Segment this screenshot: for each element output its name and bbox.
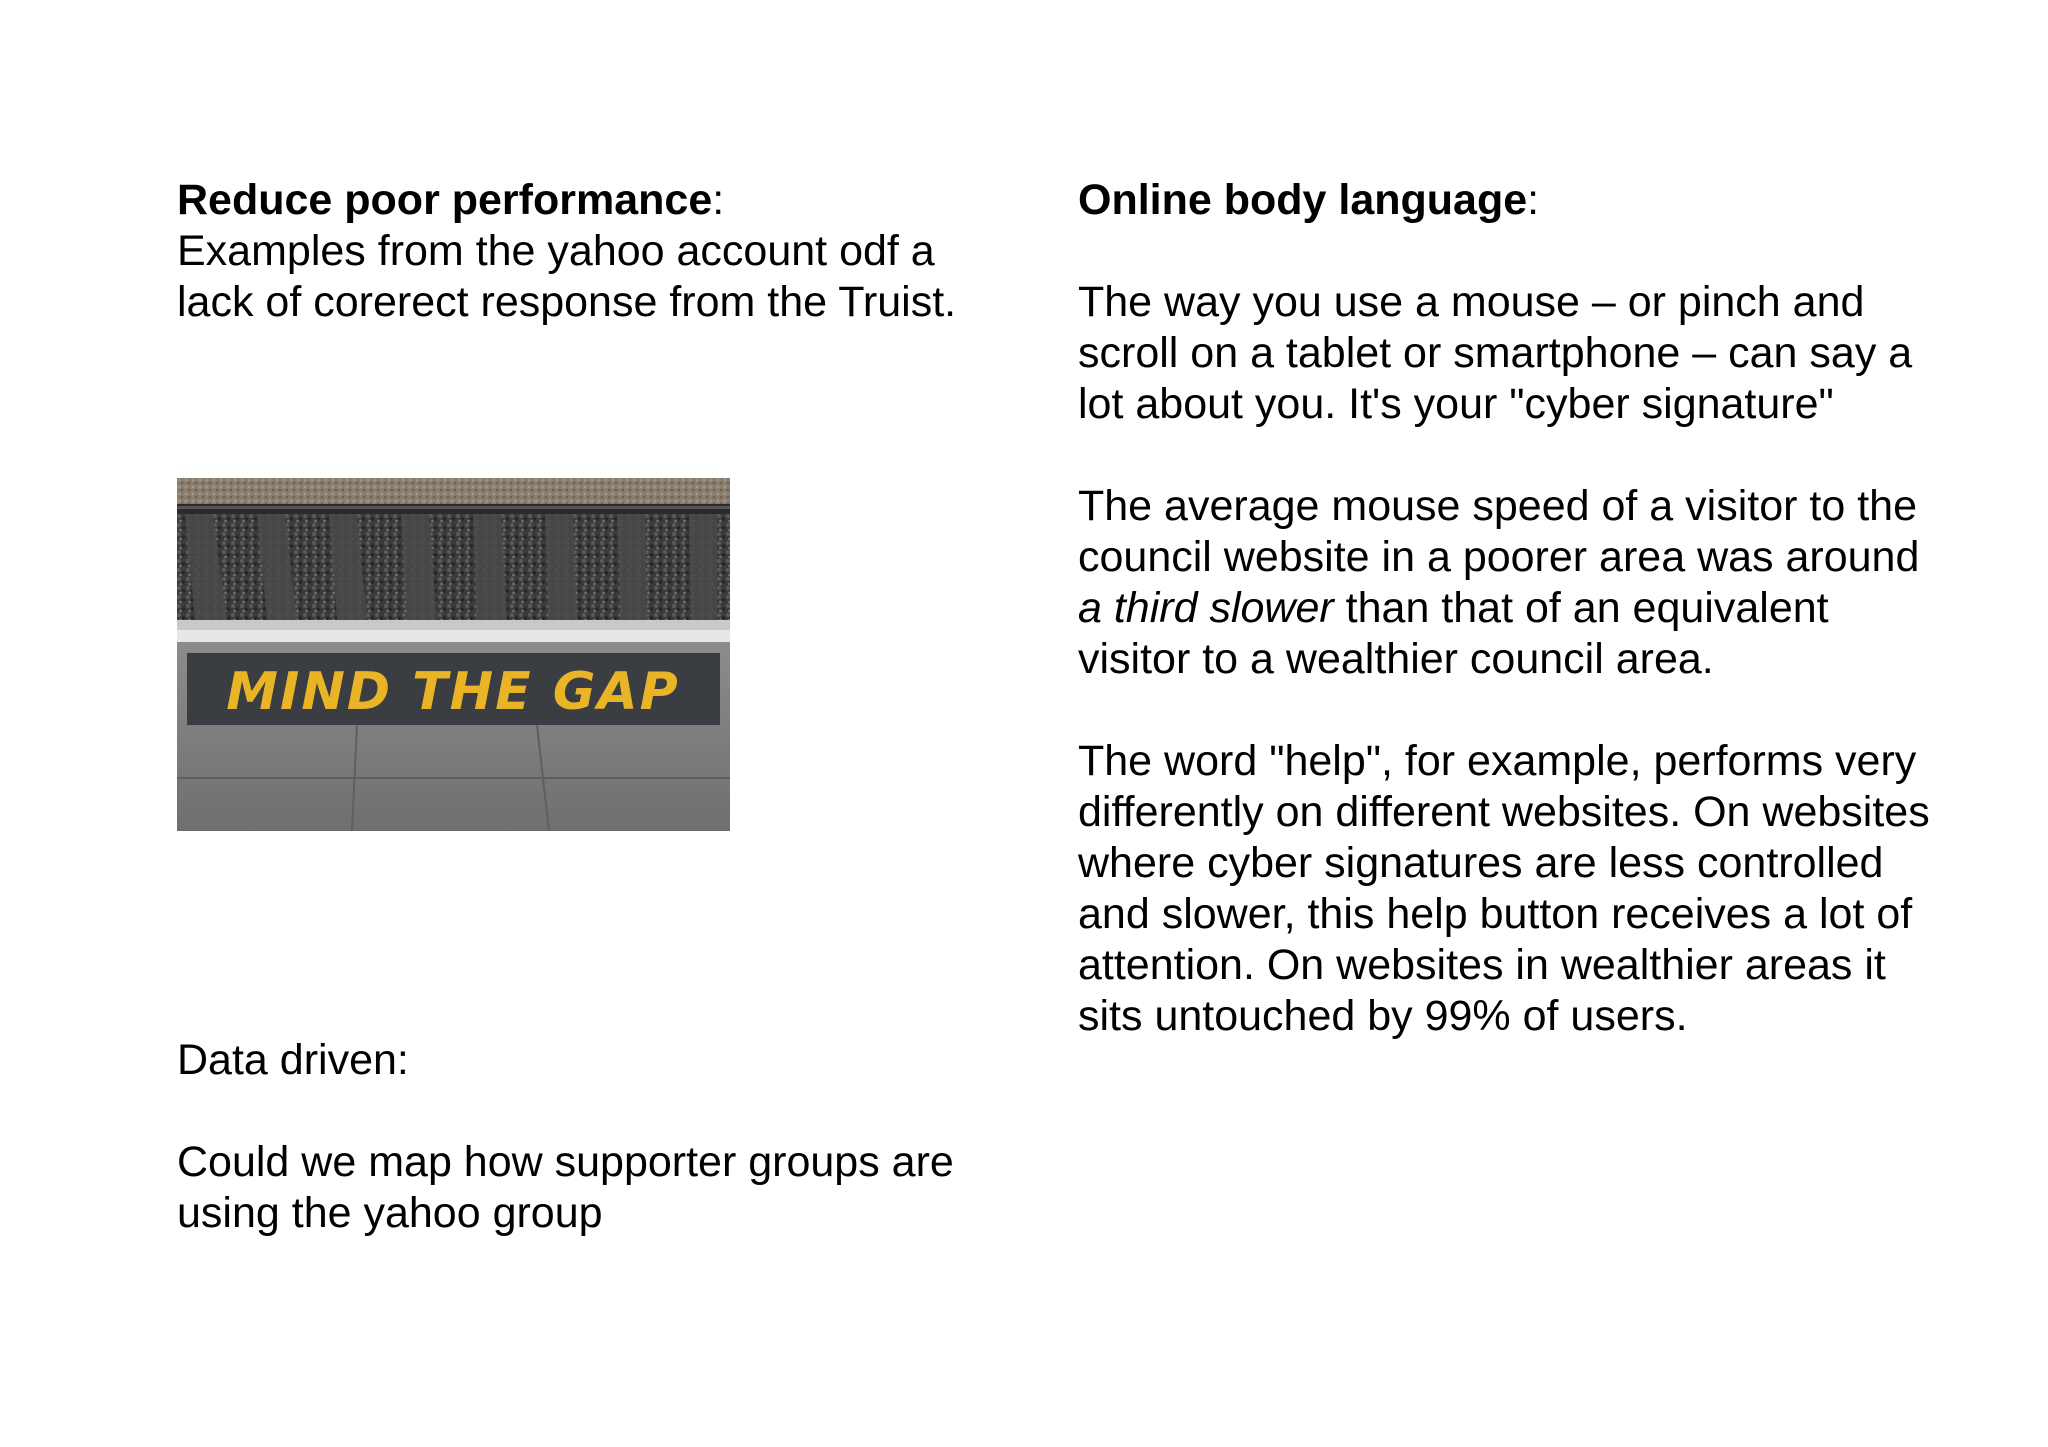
spacer bbox=[1078, 226, 1938, 277]
left-heading-colon: : bbox=[712, 176, 725, 224]
mouse-speed-emphasis: a third slower bbox=[1078, 584, 1334, 632]
right-column bbox=[1078, 175, 1938, 1042]
left-intro-text: Examples from the yahoo account odf a lack of corerect response from the Truist. bbox=[177, 227, 957, 326]
right-heading-colon: : bbox=[1527, 176, 1540, 224]
data-driven-text: Could we map how supporter groups are using the yahoo group bbox=[177, 1138, 954, 1237]
mouse-speed-text-end: than that of an equivalent visitor to a wealthier council area. bbox=[1078, 584, 1829, 683]
right-heading: Online body language bbox=[1078, 176, 1528, 224]
spacer bbox=[177, 1086, 1007, 1137]
left-heading: Reduce poor performance bbox=[177, 176, 713, 224]
spacer bbox=[1078, 685, 1938, 736]
mouse-speed-text-start: The average mouse speed of a visitor to the council website in a poorer area was around bbox=[1078, 482, 1920, 581]
photo-sign-text: MIND THE GAP bbox=[226, 662, 680, 722]
spacer bbox=[1078, 430, 1938, 481]
right-heading-line bbox=[1078, 175, 1938, 226]
left-heading-line bbox=[177, 175, 1007, 226]
data-driven-heading: Data driven: bbox=[177, 1036, 409, 1084]
mouse-speed-paragraph bbox=[1078, 481, 1938, 685]
data-driven-block bbox=[177, 1035, 1007, 1239]
cyber-signature-paragraph: The way you use a mouse – or pinch and scroll on a tablet or smartphone – can say a lot about you. It's your "cyber signature" bbox=[1078, 278, 1913, 428]
help-word-paragraph: The word "help", for example, performs very differently on different websites. On websites where cyber signatures are less controlled and slower, this help button receives a lot of attention. On websites in wealthier areas it sits untouched by 99% of users. bbox=[1078, 737, 1930, 1040]
mind-the-gap-photo bbox=[177, 478, 730, 831]
left-column bbox=[177, 175, 1007, 328]
